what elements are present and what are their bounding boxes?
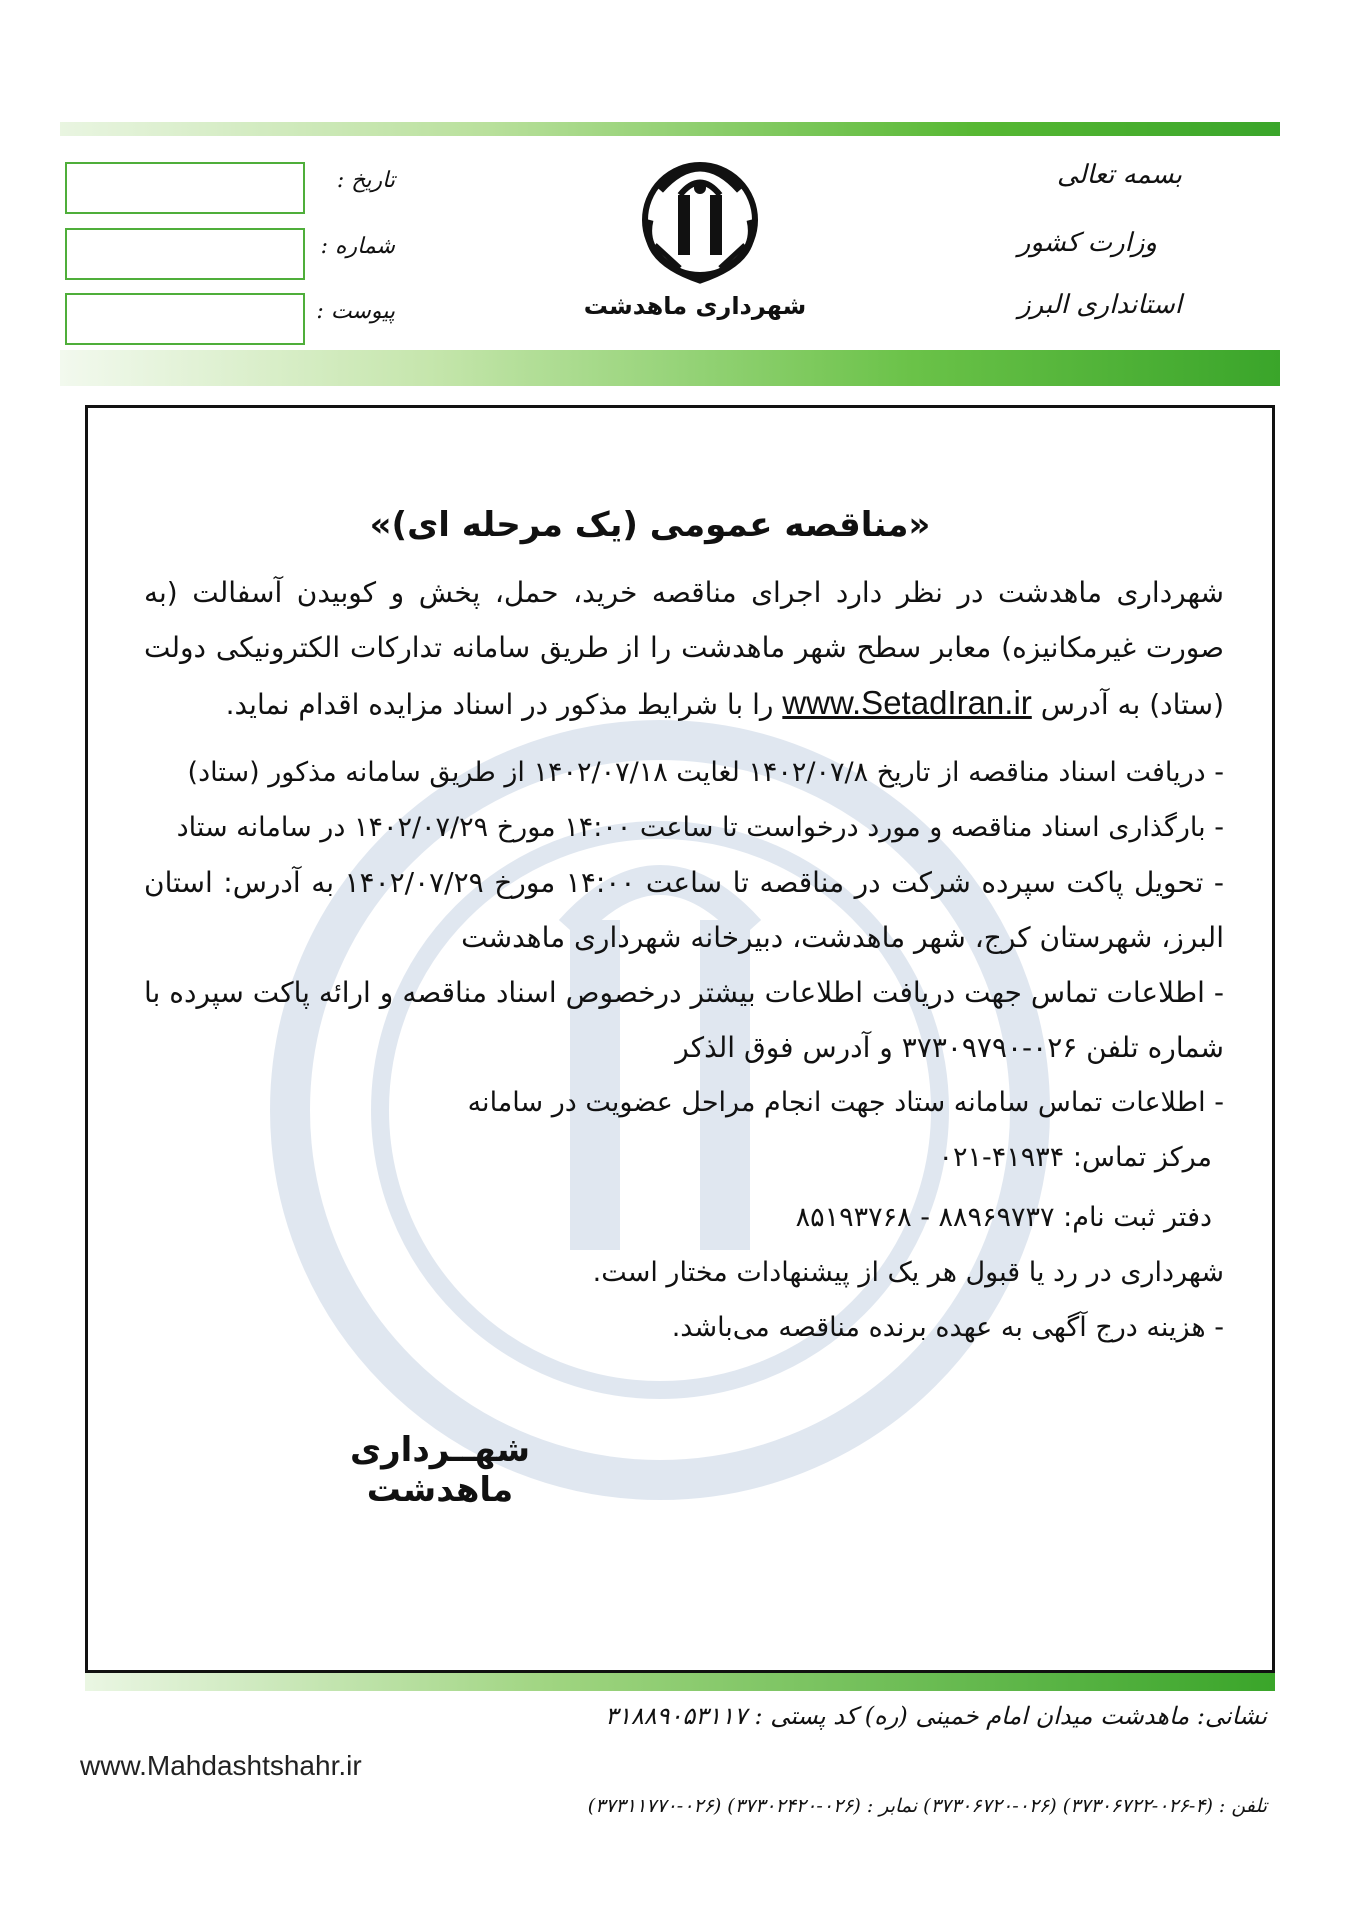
date-field bbox=[65, 162, 305, 214]
org-name: شهرداری ماهدشت bbox=[583, 292, 807, 320]
footer-address: نشانی: ماهدشت میدان امام خمینی (ره) کد پستی : ۳۱۸۸۹۰۵۳۱۱۷ bbox=[605, 1702, 1267, 1730]
province: استانداری البرز bbox=[1018, 290, 1182, 320]
ad-cost-statement: - هزینه درج آگهی به عهده برنده مناقصه می‌باشد. bbox=[671, 1312, 1224, 1343]
setad-website-link[interactable]: www.SetadIran.ir bbox=[782, 684, 1032, 721]
footer-website-link[interactable]: www.Mahdashtshahr.ir bbox=[80, 1750, 362, 1781]
signature: شهــرداری ماهدشت bbox=[349, 1430, 531, 1510]
item-contact-info: - اطلاعات تماس جهت دریافت اطلاعات بیشتر درخصوص اسناد مناقصه و ارائه پاکت سپرده با شماره تلفن ۰۲۶-۳۷۳۰۹۷۹۰ و آدرس فوق الذکر bbox=[144, 976, 1224, 1064]
intro-text-part2: را با شرایط مذکور در اسناد مزایده اقدام نماید. bbox=[225, 688, 774, 721]
item-envelope-delivery: - تحویل پاکت سپرده شرکت در مناقصه تا ساعت ۱۴:۰۰ مورخ ۱۴۰۲/۰۷/۲۹ به آدرس: استان البرز، شهرستان کرج، شهر ماهدشت، دبیرخانه شهرداری ماهدشت bbox=[144, 866, 1224, 954]
ministry: وزارت کشور bbox=[1017, 228, 1157, 258]
intro-text-part1: شهرداری ماهدشت در نظر دارد اجرای مناقصه خرید، حمل، پخش و کوبیدن آسفالت (به صورت غیرمکانیزه) معابر سطح شهر ماهدشت را از طریق سامانه تدارکات الکترونیکی دولت (ستاد) به آدرس bbox=[144, 576, 1224, 721]
item-upload-deadline: - بارگذاری اسناد مناقصه و مورد درخواست تا ساعت ۱۴:۰۰ مورخ ۱۴۰۲/۰۷/۲۹ در سامانه ستاد bbox=[176, 812, 1224, 843]
call-center: مرکز تماس: ۴۱۹۳۴-۰۲۱ bbox=[938, 1142, 1212, 1173]
header-top-bar bbox=[60, 122, 1280, 136]
attachment-label: پیوست : bbox=[316, 299, 395, 324]
item-setad-contact: - اطلاعات تماس سامانه ستاد جهت انجام مراحل عضویت در سامانه bbox=[467, 1087, 1224, 1118]
rights-statement: شهرداری در رد یا قبول هر یک از پیشنهادات مختار است. bbox=[592, 1257, 1224, 1288]
notice-intro bbox=[144, 565, 1224, 732]
header-bottom-bar bbox=[60, 350, 1280, 386]
bismillah: بسمه تعالی bbox=[1057, 160, 1182, 190]
notice-title: «مناقصه عمومی (یک مرحله ای)» bbox=[369, 505, 931, 545]
registration-office: دفتر ثبت نام: ۸۸۹۶۹۷۳۷ - ۸۵۱۹۳۷۶۸ bbox=[795, 1202, 1212, 1233]
attachment-field bbox=[65, 293, 305, 345]
item-document-receipt: - دریافت اسناد مناقصه از تاریخ ۱۴۰۲/۰۷/۸ لغایت ۱۴۰۲/۰۷/۱۸ از طریق سامانه مذکور (ستاد) bbox=[187, 757, 1224, 788]
date-label: تاریخ : bbox=[336, 168, 395, 193]
number-field bbox=[65, 228, 305, 280]
municipality-logo bbox=[620, 150, 780, 290]
footer-bar bbox=[85, 1673, 1275, 1691]
number-label: شماره : bbox=[320, 234, 395, 259]
footer-phones: تلفن : (۴-۰۲۶-۳۷۳۰۶۷۲۲) (۰۲۶-۳۷۳۰۶۷۲۰) نمابر : (۰۲۶-۳۷۳۰۲۴۲۰) (۰۲۶-۳۷۳۱۱۷۷۰) bbox=[587, 1795, 1267, 1817]
